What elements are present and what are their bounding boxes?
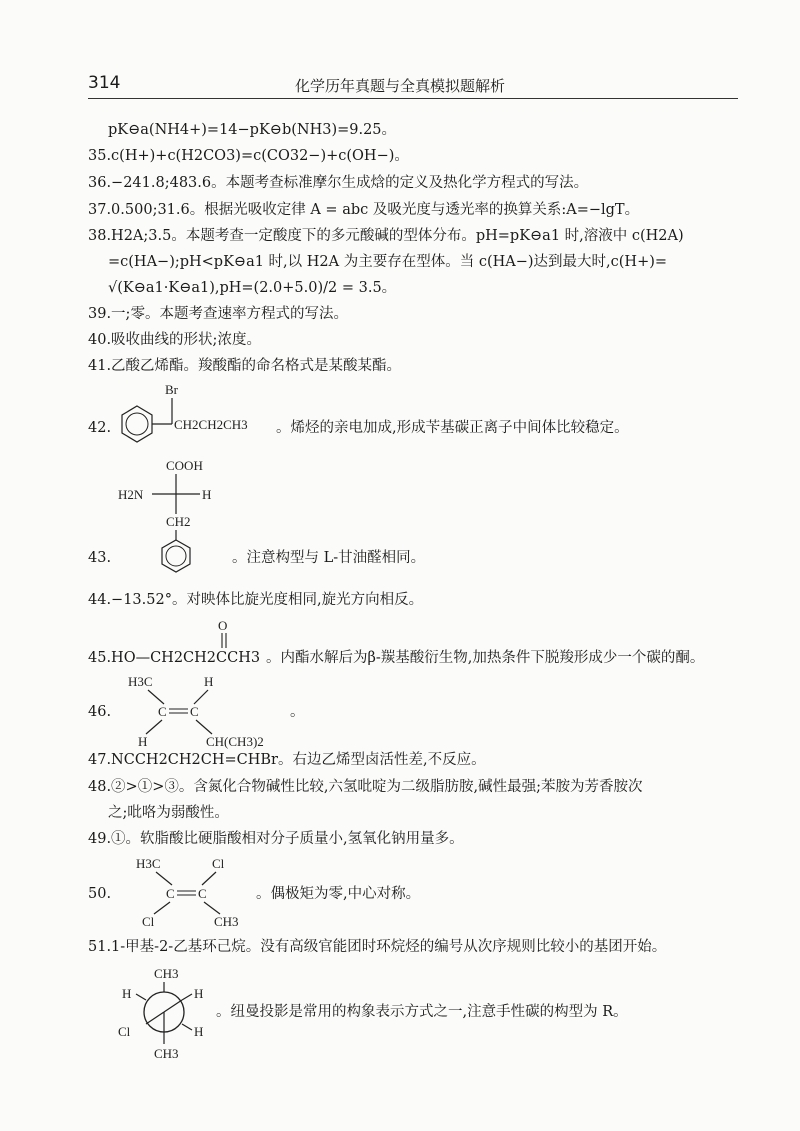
- m43-cooh: COOH: [166, 458, 203, 473]
- answer-40: 40.吸收曲线的形状;浓度。: [88, 332, 261, 348]
- answer-48-line2: 之;吡咯为弱酸性。: [108, 805, 229, 821]
- m46-sub: CH(CH3)2: [206, 734, 264, 749]
- answer-42-text: 。烯烃的亲电加成,形成苄基碳正离子中间体比较稳定。: [276, 420, 629, 436]
- answer-52-text: 。纽曼投影是常用的构象表示方式之一,注意手性碳的构型为 R。: [216, 1004, 628, 1020]
- answer-48-line1: 48.②>①>③。含氮化合物碱性比较,六氢吡啶为二级脂肪胺,碱性最强;苯胺为芳香胺次: [88, 779, 643, 795]
- answer-50-number: 50.: [88, 886, 112, 902]
- m46-c2: C: [190, 704, 199, 719]
- m52-ch3-bottom: CH3: [154, 1046, 179, 1061]
- structure-45-carbonyl: [212, 618, 242, 650]
- m52-h2: H: [194, 986, 204, 1001]
- m43-ch2: CH2: [166, 514, 191, 529]
- answer-46-number: 46.: [88, 704, 112, 720]
- answer-39: 39.一;零。本题考查速率方程式的写法。: [88, 306, 348, 322]
- answer-51: 51.1-甲基-2-乙基环己烷。没有高级官能团时环烷烃的编号从次序规则比较小的基团开始。: [88, 939, 667, 955]
- running-header: 化学历年真题与全真模拟题解析: [294, 77, 505, 95]
- structure-43: [112, 452, 232, 582]
- m52-ch3-top: CH3: [154, 966, 179, 981]
- m46-h1: H: [204, 674, 214, 689]
- answer-38-line3: √(K⊖a1·K⊖a1),pH=(2.0+5.0)/2 = 3.5。: [108, 280, 397, 296]
- answer-35: 35.c(H+)+c(H2CO3)=c(CO32−)+c(OH−)。: [88, 148, 409, 164]
- answer-36: 36.−241.8;483.6。本题考查标准摩尔生成焓的定义及热化学方程式的写法。: [88, 175, 589, 191]
- m46-c1: C: [158, 704, 167, 719]
- m45-o: O: [218, 618, 228, 633]
- answer-34-cont: pK⊖a(NH4+)=14−pK⊖b(NH3)=9.25。: [108, 122, 397, 138]
- m52-cl: Cl: [118, 1024, 131, 1039]
- header-rule: [88, 98, 738, 99]
- m50-ch3: CH3: [214, 914, 239, 929]
- structure-52-newman: [112, 964, 216, 1062]
- m50-cl1: Cl: [212, 856, 225, 871]
- structure-42: [112, 378, 272, 448]
- structure-46: [128, 672, 288, 750]
- m50-c1: C: [166, 886, 175, 901]
- answer-45-formula: 45.HO—CH2CH2CCH3: [88, 650, 261, 666]
- answer-45-text: 。内酯水解后为β-羰基酸衍生物,加热条件下脱羧形成少一个碳的酮。: [266, 650, 705, 666]
- answer-50-text: 。偶极矩为零,中心对称。: [256, 886, 421, 902]
- m52-h1: H: [122, 986, 132, 1001]
- answer-46-text: 。: [290, 704, 305, 720]
- answer-42-number: 42.: [88, 420, 112, 436]
- answer-38-line2: =c(HA−);pH<pK⊖a1 时,以 H2A 为主要存在型体。当 c(HA−)达到最大时,c(H+)=: [108, 254, 668, 270]
- m46-h3c: H3C: [128, 674, 153, 689]
- answer-41: 41.乙酸乙烯酯。羧酸酯的命名格式是某酸某酯。: [88, 358, 402, 374]
- answer-37: 37.0.500;31.6。根据光吸收定律 A = abc 及吸光度与透光率的换算关系:A=−lgT。: [88, 202, 640, 218]
- page-number: 314: [88, 73, 121, 93]
- m50-cl2: Cl: [142, 914, 155, 929]
- m46-h2: H: [138, 734, 148, 749]
- answer-47: 47.NCCH2CH2CH=CHBr。右边乙烯型卤活性差,不反应。: [88, 752, 486, 768]
- m43-h: H: [202, 487, 212, 502]
- answer-38-line1: 38.H2A;3.5。本题考查一定酸度下的多元酸碱的型体分布。pH=pK⊖a1 时,溶液中 c(H2A): [88, 228, 684, 244]
- m42-br: Br: [165, 382, 178, 397]
- answer-43-number: 43.: [88, 550, 112, 566]
- answer-43-text: 。注意构型与 L-甘油醛相同。: [232, 550, 426, 566]
- structure-50: [136, 852, 256, 930]
- m50-c2: C: [198, 886, 207, 901]
- m50-h3c: H3C: [136, 856, 161, 871]
- answer-44: 44.−13.52°。对映体比旋光度相同,旋光方向相反。: [88, 592, 424, 608]
- answer-49: 49.①。软脂酸比硬脂酸相对分子质量小,氢氧化钠用量多。: [88, 831, 464, 847]
- m52-h3: H: [194, 1024, 204, 1039]
- m42-chain: CH2CH2CH3: [174, 417, 248, 432]
- m43-h2n: H2N: [118, 487, 144, 502]
